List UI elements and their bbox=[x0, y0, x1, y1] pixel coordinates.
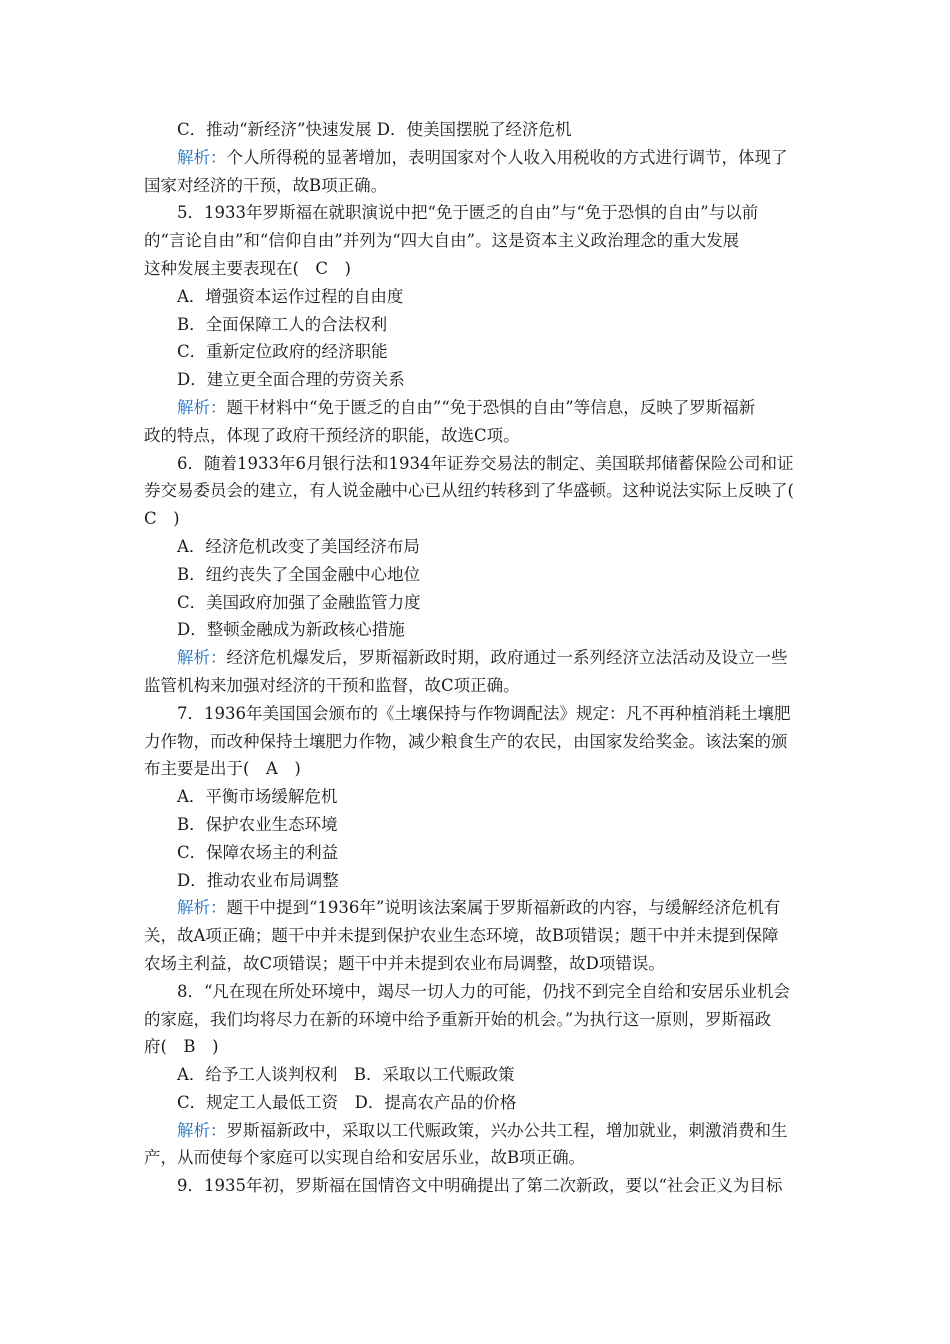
line-text: D．推动农业布局调整 bbox=[177, 870, 339, 890]
text-line bbox=[144, 1033, 808, 1061]
text-line bbox=[144, 978, 808, 1006]
analysis-label: 解析： bbox=[177, 1120, 227, 1140]
line-text: 这种发展主要表现在( C ) bbox=[144, 258, 351, 278]
text-line bbox=[144, 533, 808, 561]
text-line bbox=[144, 1089, 808, 1117]
line-text: A．给予工人谈判权利 B．采取以工代赈政策 bbox=[177, 1065, 515, 1085]
line-text: D．建立更全面合理的劳资关系 bbox=[177, 370, 405, 390]
line-text: 6．随着1933年6月银行法和1934年证券交易法的制定、美国联邦储蓄保险公司和证 bbox=[177, 453, 794, 473]
text-line bbox=[144, 450, 808, 478]
line-text: C．美国政府加强了金融监管力度 bbox=[177, 592, 421, 612]
line-text: A．经济危机改变了美国经济布局 bbox=[177, 536, 420, 556]
line-text: 国家对经济的干预，故B项正确。 bbox=[144, 175, 388, 195]
text-line bbox=[144, 283, 808, 311]
analysis-line bbox=[144, 644, 808, 672]
text-line bbox=[144, 672, 808, 700]
text-line bbox=[144, 366, 808, 394]
line-text: B．纽约丧失了全国金融中心地位 bbox=[177, 564, 421, 584]
line-text: C．保障农场主的利益 bbox=[177, 842, 339, 862]
text-line bbox=[144, 950, 808, 978]
line-text: 农场主利益，故C项错误；题干中并未提到农业布局调整，故D项错误。 bbox=[144, 953, 665, 973]
line-text: 5．1933年罗斯福在就职演说中把“免于匮乏的自由”与“免于恐惧的自由”与以前 bbox=[177, 203, 759, 223]
line-text: 的“言论自由”和“信仰自由”并列为“四大自由”。这是资本主义政治理念的重大发展 bbox=[144, 231, 740, 251]
line-text: 题干中提到“1936年”说明该法案属于罗斯福新政的内容，与缓解经济危机有 bbox=[226, 898, 781, 918]
analysis-line bbox=[144, 894, 808, 922]
analysis-label: 解析： bbox=[177, 147, 227, 167]
line-text: A．平衡市场缓解危机 bbox=[177, 787, 338, 807]
text-line bbox=[144, 616, 808, 644]
line-text: 个人所得税的显著增加，表明国家对个人收入用税收的方式进行调节，体现了 bbox=[226, 147, 788, 167]
text-line bbox=[144, 811, 808, 839]
text-line bbox=[144, 589, 808, 617]
text-line bbox=[144, 922, 808, 950]
text-line bbox=[144, 116, 808, 144]
text-line bbox=[144, 477, 808, 505]
line-text: 经济危机爆发后，罗斯福新政时期，政府通过一系列经济立法活动及设立一些 bbox=[226, 648, 788, 668]
text-line bbox=[144, 755, 808, 783]
text-line bbox=[144, 338, 808, 366]
line-text: B．全面保障工人的合法权利 bbox=[177, 314, 388, 334]
line-text: 9．1935年初，罗斯福在国情咨文中明确提出了第二次新政，要以“社会正义为目标 bbox=[177, 1176, 783, 1196]
text-line bbox=[144, 783, 808, 811]
text-line bbox=[144, 199, 808, 227]
line-text: C．规定工人最低工资 D．提高农产品的价格 bbox=[177, 1092, 517, 1112]
text-line bbox=[144, 505, 808, 533]
text-line bbox=[144, 839, 808, 867]
line-text: C ) bbox=[144, 509, 180, 529]
analysis-line bbox=[144, 144, 808, 172]
line-text: 布主要是出于( A ) bbox=[144, 759, 301, 779]
line-text: D．整顿金融成为新政核心措施 bbox=[177, 620, 405, 640]
analysis-label: 解析： bbox=[177, 648, 227, 668]
text-line bbox=[144, 311, 808, 339]
line-text: 力作物，而改种保持土壤肥力作物，减少粮食生产的农民，由国家发给奖金。该法案的颁 bbox=[144, 731, 788, 751]
text-line bbox=[144, 422, 808, 450]
text-line bbox=[144, 172, 808, 200]
line-text: 券交易委员会的建立，有人说金融中心已从纽约转移到了华盛顿。这种说法实际上反映了( bbox=[144, 481, 794, 501]
text-line bbox=[144, 700, 808, 728]
document-body bbox=[144, 116, 808, 1200]
line-text: 府( B ) bbox=[144, 1037, 219, 1057]
line-text: 政的特点，体现了政府干预经济的职能，故选C项。 bbox=[144, 425, 520, 445]
line-text: 7．1936年美国国会颁布的《土壤保持与作物调配法》规定：凡不再种植消耗土壤肥 bbox=[177, 703, 791, 723]
line-text: 题干材料中“免于匮乏的自由”“免于恐惧的自由”等信息，反映了罗斯福新 bbox=[226, 397, 756, 417]
line-text: 产，从而使每个家庭可以实现自给和安居乐业，故B项正确。 bbox=[144, 1148, 586, 1168]
analysis-label: 解析： bbox=[177, 397, 227, 417]
line-text: C．重新定位政府的经济职能 bbox=[177, 342, 388, 362]
line-text: 的家庭，我们均将尽力在新的环境中给予重新开始的机会。”为执行这一原则，罗斯福政 bbox=[144, 1009, 772, 1029]
line-text: 罗斯福新政中，采取以工代赈政策，兴办公共工程，增加就业，刺激消费和生 bbox=[226, 1120, 788, 1140]
text-line bbox=[144, 561, 808, 589]
text-line bbox=[144, 1061, 808, 1089]
analysis-line bbox=[144, 394, 808, 422]
text-line bbox=[144, 728, 808, 756]
analysis-label: 解析： bbox=[177, 898, 227, 918]
text-line bbox=[144, 1172, 808, 1200]
line-text: B．保护农业生态环境 bbox=[177, 814, 338, 834]
analysis-line bbox=[144, 1117, 808, 1145]
text-line bbox=[144, 1006, 808, 1034]
text-line bbox=[144, 255, 808, 283]
text-line bbox=[144, 227, 808, 255]
line-text: C．推动“新经济”快速发展 D．使美国摆脱了经济危机 bbox=[177, 120, 572, 139]
line-text: A．增强资本运作过程的自由度 bbox=[177, 286, 404, 306]
line-text: 关，故A项正确；题干中并未提到保护农业生态环境，故B项错误；题干中并未提到保障 bbox=[144, 926, 779, 946]
text-line bbox=[144, 867, 808, 895]
line-text: 监管机构来加强对经济的干预和监督，故C项正确。 bbox=[144, 675, 520, 695]
line-text: 8．“凡在现在所处环境中，竭尽一切人力的可能，仍找不到完全自给和安居乐业机会 bbox=[177, 981, 790, 1001]
text-line bbox=[144, 1144, 808, 1172]
